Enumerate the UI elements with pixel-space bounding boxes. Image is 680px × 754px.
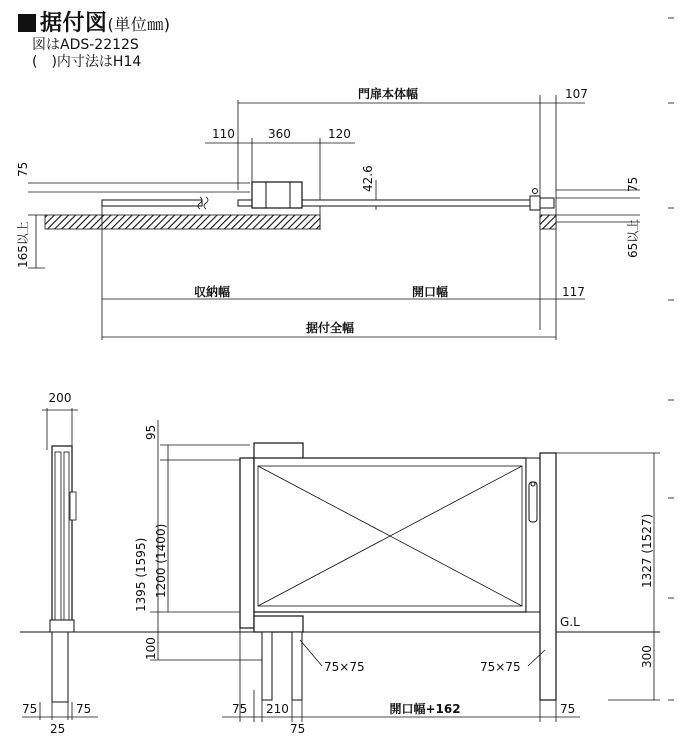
dim-1200: 1200 (1400) <box>154 523 168 598</box>
paren-note: ( )内寸法はH14 <box>32 54 142 70</box>
side-post <box>52 632 68 702</box>
dim-300: 300 <box>640 645 654 668</box>
dim-75-right: 75 <box>626 176 640 192</box>
latch <box>530 196 540 210</box>
side-view <box>22 391 98 736</box>
foundation-left <box>45 215 320 229</box>
dim-210: 210 <box>266 702 289 716</box>
break-mark-icon <box>198 197 208 209</box>
dim-107: 107 <box>565 87 588 101</box>
handle-icon <box>529 482 537 522</box>
plan-view <box>15 86 640 340</box>
dim-65: 65以上 <box>626 218 640 258</box>
dim-100: 100 <box>144 637 158 660</box>
dim-75-a: 75 <box>22 702 38 716</box>
gate-head-block <box>252 182 302 208</box>
dim-200: 200 <box>48 391 72 405</box>
left-post <box>240 458 254 628</box>
post-left-size: 75×75 <box>324 660 365 674</box>
post-right-size: 75×75 <box>480 660 521 674</box>
dim-75-b: 75 <box>76 702 92 716</box>
edge-marks <box>668 18 674 700</box>
dim-1327: 1327 (1527) <box>640 513 654 588</box>
dim-42-6: 42.6 <box>361 165 375 192</box>
side-handle <box>70 492 76 520</box>
dim-75-left: 75 <box>16 161 30 177</box>
install-total-width-label: 据付全幅 <box>305 321 355 335</box>
storage-rail <box>102 200 202 206</box>
model-note: 図はADS-2212S <box>32 37 139 53</box>
foot-block <box>254 616 303 632</box>
opening-width-label: 開口幅 <box>411 285 449 299</box>
dim-120: 120 <box>328 127 351 141</box>
storage-width-label: 収納幅 <box>193 285 231 299</box>
gl-label: G.L <box>560 615 580 629</box>
dim-117: 117 <box>562 285 585 299</box>
dim-110: 110 <box>212 127 235 141</box>
gate-panel <box>254 458 526 612</box>
dim-165: 165以上 <box>16 221 30 268</box>
dim-75-l: 75 <box>232 702 248 716</box>
foundation-right <box>540 215 556 229</box>
dim-360: 360 <box>268 127 291 141</box>
front-view <box>134 420 660 736</box>
dim-75-r: 75 <box>560 702 576 716</box>
dim-25: 25 <box>50 722 66 736</box>
dim-95: 95 <box>144 424 158 440</box>
gate-body-width-label: 門扉本体幅 <box>357 87 419 101</box>
right-post <box>540 453 556 700</box>
unit-label: (単位㎜) <box>107 15 171 34</box>
dim-75-c: 75 <box>290 722 306 736</box>
catch-post <box>540 198 554 208</box>
drawing-title: 据付図(単位㎜) <box>18 6 171 37</box>
opening-plus-label: 開口幅+162 <box>389 702 461 716</box>
dim-1395: 1395 (1595) <box>134 537 148 612</box>
